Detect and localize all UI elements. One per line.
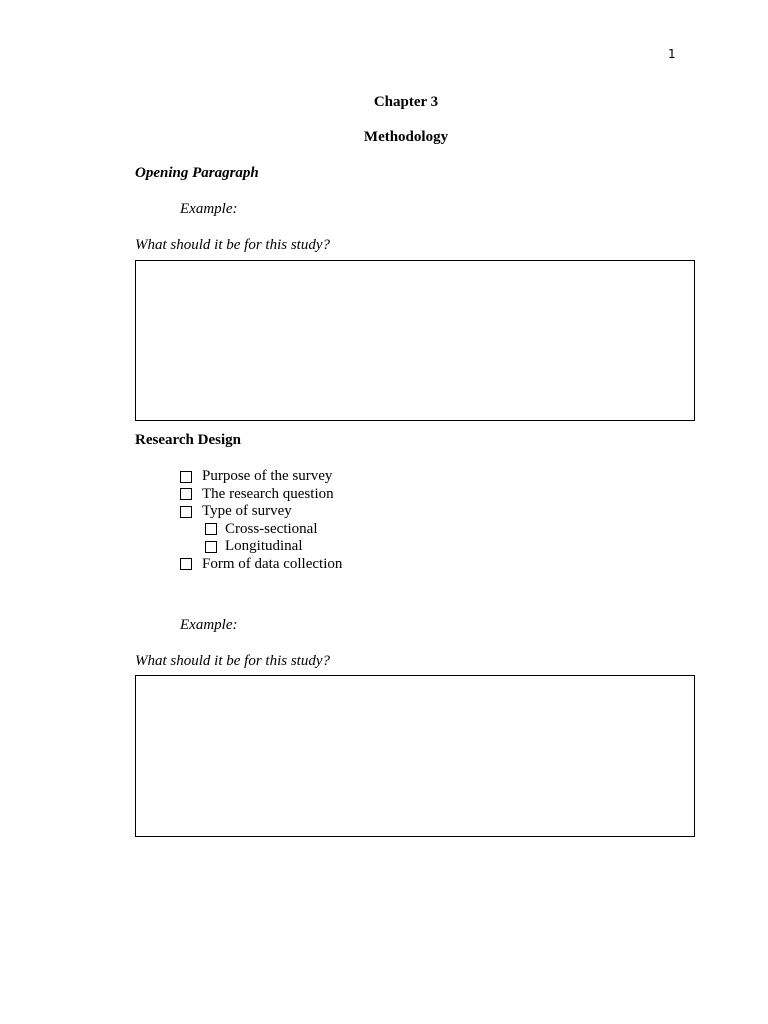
checklist-item-form-of-data-collection[interactable] [180, 556, 342, 574]
checklist-item-type-of-survey[interactable] [180, 503, 342, 521]
checklist-item-label: Purpose of the survey [202, 468, 333, 485]
opening-prompt: What should it be for this study? [135, 237, 330, 253]
opening-example-label: Example: [180, 201, 238, 217]
checklist-item-label: The research question [202, 485, 334, 502]
checklist-item-label: Type of survey [202, 503, 292, 520]
opening-answer-box[interactable] [135, 260, 695, 421]
checklist-item-label: Cross-sectional [225, 520, 318, 537]
checkbox-icon[interactable] [205, 541, 217, 553]
checkbox-icon[interactable] [180, 558, 192, 570]
checklist-item-research-question[interactable] [180, 486, 342, 504]
research-prompt: What should it be for this study? [135, 653, 330, 669]
checklist-item-label: Longitudinal [225, 538, 303, 555]
checklist-subitem-longitudinal[interactable] [205, 538, 342, 556]
page-number: 1 [668, 47, 676, 61]
checkbox-icon[interactable] [180, 506, 192, 518]
checkbox-icon[interactable] [180, 488, 192, 500]
checkbox-icon[interactable] [180, 471, 192, 483]
research-design-heading: Research Design [135, 432, 241, 448]
checklist-item-label: Form of data collection [202, 555, 343, 572]
chapter-title: Chapter 3 [373, 94, 439, 110]
checkbox-icon[interactable] [205, 523, 217, 535]
research-example-label: Example: [180, 617, 238, 633]
opening-paragraph-heading: Opening Paragraph [135, 165, 259, 181]
checklist-subitem-cross-sectional[interactable] [205, 521, 342, 539]
checklist-item-purpose[interactable] [180, 468, 342, 486]
research-answer-box[interactable] [135, 675, 695, 837]
research-design-checklist [180, 468, 342, 573]
section-title: Methodology [363, 129, 449, 145]
